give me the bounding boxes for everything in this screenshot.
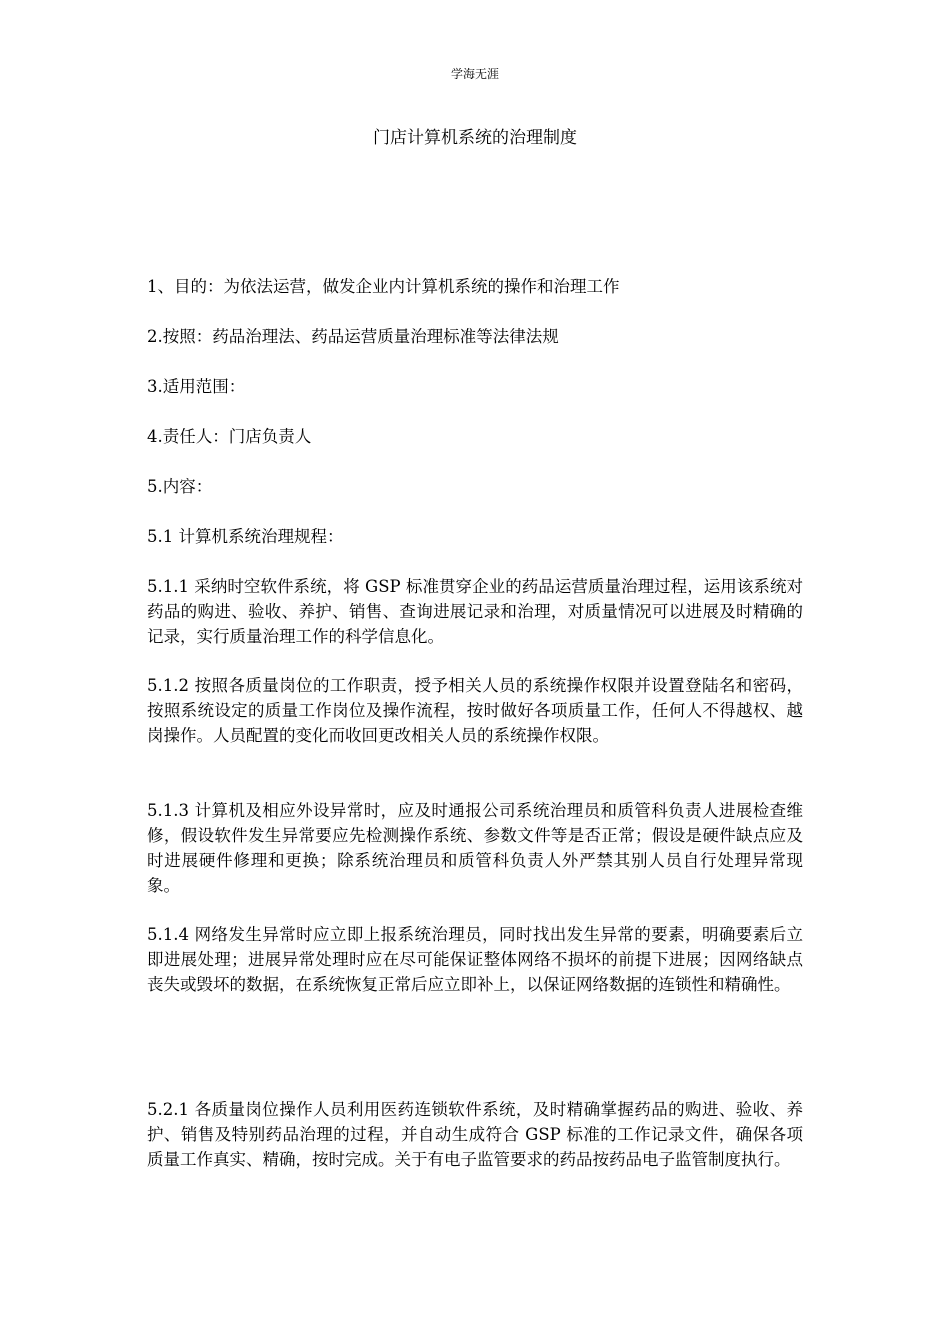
paragraph-scope: 3.适用范围： — [147, 377, 246, 396]
paragraph-5-1-3: 5.1.3 计算机及相应外设异常时，应及时通报公司系统治理员和质管科负责人进展检查维修，假设软件发生异常要应先检测操作系统、参数文件等是否正常；假设是硬件缺点应及时进展硬件修理和更换；除系统治理员和质管科负责人外严禁其别人员自行处理异常现象。 — [147, 801, 803, 895]
paragraph-5-1-2: 5.1.2 按照各质量岗位的工作职责，授予相关人员的系统操作权限并设置登陆名和密码，按照系统设定的质量工作岗位及操作流程，按时做好各项质量工作，任何人不得越权、越岗操作。人员配置的变化而收回更改相关人员的系统操作权限。 — [147, 676, 803, 745]
paragraph-responsible: 4.责任人：门店负责人 — [147, 427, 312, 446]
paragraph-5-2-1: 5.2.1 各质量岗位操作人员利用医药连锁软件系统，及时精确掌握药品的购进、验收、养护、销售及特别药品治理的过程，并自动生成符合 GSP 标准的工作记录文件，确保各项质量工作真实、精确，按时完成。关于有电子监管要求的药品按药品电子监管制度执行。 — [147, 1100, 803, 1169]
paragraph-basis: 2.按照：药品治理法、药品运营质量治理标准等法律法规 — [147, 327, 559, 346]
document-title: 门店计算机系统的治理制度 — [373, 128, 577, 148]
paragraph-section-5-1: 5.1 计算机系统治理规程： — [147, 527, 344, 546]
paragraph-content: 5.内容： — [147, 477, 213, 496]
paragraph-purpose: 1、目的：为依法运营，做发企业内计算机系统的操作和治理工作 — [147, 277, 620, 296]
paragraph-5-1-1: 5.1.1 采纳时空软件系统，将 GSP 标准贯穿企业的药品运营质量治理过程，运用该系统对药品的购进、验收、养护、销售、查询进展记录和治理，对质量情况可以进展及时精确的记录，实行质量治理工作的科学信息化。 — [147, 577, 803, 646]
page-header: 学海无涯 — [450, 67, 499, 81]
paragraph-5-1-4: 5.1.4 网络发生异常时应立即上报系统治理员，同时找出发生异常的要素，明确要素后立即进展处理；进展异常处理时应在尽可能保证整体网络不损坏的前提下进展；因网络缺点丧失或毁坏的数据，在系统恢复正常后应立即补上，以保证网络数据的连锁性和精确性。 — [147, 925, 803, 994]
